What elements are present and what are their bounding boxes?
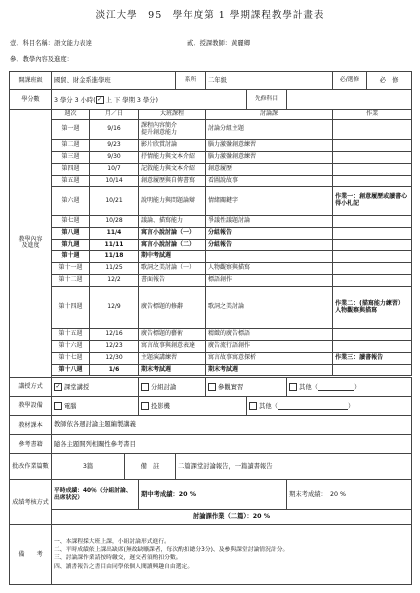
date-cell: 12/2 xyxy=(90,274,139,286)
discussion-cell: 討論分組主題 xyxy=(206,120,333,140)
dept-value: 國貿、財金系進學班 xyxy=(52,72,176,90)
homework-cell xyxy=(333,152,412,164)
date-cell: 1/6 xyxy=(90,364,139,376)
lecture-cell: 影片欣賞討論 xyxy=(139,140,206,152)
week-cell: 第六週 xyxy=(52,187,90,216)
discussion-cell: 歌詞之美討論 xyxy=(206,286,333,329)
lecture-cell: 廣告標題的藝術 xyxy=(139,329,206,341)
homework-cell xyxy=(333,251,412,263)
week-cell: 第十六週 xyxy=(52,341,90,353)
tool-computer: 電腦 xyxy=(52,396,139,415)
grading-row xyxy=(10,480,412,510)
homework-cell: 作業二：(描寫能力練習）人物觀察與描寫 xyxy=(333,286,412,329)
homework-cell xyxy=(333,263,412,275)
hw-note-label: 備 註 xyxy=(125,454,176,480)
date-cell: 10/28 xyxy=(90,216,139,228)
date-cell: 11/25 xyxy=(90,263,139,275)
notes-label: 備 考 xyxy=(10,524,52,584)
homework-cell xyxy=(333,329,412,341)
homework-cell xyxy=(333,239,412,251)
lecture-cell: 課程內容簡介 提升創意能力 xyxy=(139,120,206,140)
visit-option: 參觀實習 xyxy=(206,377,287,396)
lecture-cell: 說明能力與問題論辯 xyxy=(139,187,206,216)
schedule-row xyxy=(10,286,412,329)
credits-row xyxy=(10,90,412,110)
lecture-cell: 期中考試週 xyxy=(139,251,206,263)
notes-list xyxy=(52,524,412,584)
header-lecture: 大班課程 xyxy=(139,110,206,120)
date-cell: 10/14 xyxy=(90,175,139,187)
class-info-row xyxy=(10,72,412,90)
required-label: 必/選修 xyxy=(333,72,367,90)
teach-other-blank xyxy=(318,384,354,391)
computer-checkbox xyxy=(54,402,62,410)
textbook-row xyxy=(10,415,412,434)
discussion-cell: 腦力激盪創意練習 xyxy=(206,140,333,152)
discussion-cell: 情緒關鍵字 xyxy=(206,187,333,216)
projector-checkbox xyxy=(141,402,149,410)
date-cell: 12/16 xyxy=(90,329,139,341)
lecture-cell: 創意履歷與自傳書寫 xyxy=(139,175,206,187)
discussion-cell xyxy=(206,251,333,263)
discussion-cell: 看圖說故事 xyxy=(206,175,333,187)
date-cell: 11/4 xyxy=(90,227,139,239)
course-plan-table xyxy=(9,71,412,585)
week-cell: 第七週 xyxy=(52,216,90,228)
tool-other-checkbox xyxy=(249,402,257,410)
credits-value: 3 學分 3 小時(✓ 上 下 學期 3 學分) xyxy=(52,90,247,110)
prereq-label: 先修科目 xyxy=(247,90,287,110)
teach-other-option: 其他（ ） xyxy=(287,377,412,396)
homework-cell xyxy=(333,140,412,152)
teach-label: 講授方式 xyxy=(10,377,52,396)
discussion-cell: 期末考試週 xyxy=(206,364,333,376)
homework-cell xyxy=(333,274,412,286)
date-cell: 9/30 xyxy=(90,152,139,164)
header-week: 週次 xyxy=(52,110,90,120)
note-item: 四、讀書報告之書目由同學依個人閱讀興趣自由選定。 xyxy=(54,563,194,570)
tool-projector: 投影機 xyxy=(139,396,247,415)
week-cell: 第八週 xyxy=(52,227,90,239)
discussion-cell: 分組報告 xyxy=(206,227,333,239)
note-item: 三、討論課作業請按時繳交，遲交者須酌扣分數。 xyxy=(54,555,182,562)
schedule-row xyxy=(10,175,412,187)
grade-discussion: 討論課作業（二篇）：20 % xyxy=(52,510,412,525)
schedule-row xyxy=(10,341,412,353)
header-discussion: 討論課 xyxy=(206,110,333,120)
textbook-label: 教材課本 xyxy=(10,415,52,434)
discussion-cell: 爭議性議題討論 xyxy=(206,216,333,228)
schedule-header-row xyxy=(10,110,412,120)
section-heading: 參．教學內容及進度： xyxy=(10,56,73,63)
week-cell: 第二週 xyxy=(52,140,90,152)
date-cell: 10/21 xyxy=(90,187,139,216)
lecture-cell: 書面報告 xyxy=(139,274,206,286)
reference-row xyxy=(10,435,412,454)
tool-other-blank xyxy=(278,403,348,410)
week-cell: 第十四週 xyxy=(52,286,90,329)
textbook-value: 教師依各週討論主題編製講義 xyxy=(52,415,412,434)
page-title: 淡江大學 95 學年度第 1 學期課程教學計畫表 xyxy=(95,10,325,21)
reference-value: 隨各主題開列相關性參考書目 xyxy=(52,435,412,454)
lecture-option: ✓ 課堂講授 xyxy=(52,377,139,396)
dept-suffix: 系所 xyxy=(176,72,206,90)
date-cell: 12/9 xyxy=(90,286,139,329)
schedule-row xyxy=(10,263,412,275)
tool-other: 其他（ ） xyxy=(247,396,412,415)
homework-cell xyxy=(333,341,412,353)
date-cell: 9/16 xyxy=(90,120,139,140)
dept-label: 開課班級 xyxy=(10,72,52,90)
week-cell: 第十一週 xyxy=(52,263,90,275)
week-cell: 第十八週 xyxy=(52,364,90,376)
lecture-cell: 廣告標題的修辭 xyxy=(139,286,206,329)
group-option: 分組討論 xyxy=(139,377,206,396)
week-cell: 第五週 xyxy=(52,175,90,187)
grading-discussion-row xyxy=(10,510,412,525)
grade-value: 二年級 xyxy=(206,72,333,90)
lecture-cell: 議論、描寫能力 xyxy=(139,216,206,228)
grade-regular: 平時成績：40％（分組討論、出席狀況） xyxy=(52,480,139,510)
homework-cell xyxy=(333,120,412,140)
homework-cell xyxy=(333,163,412,175)
homework-cell xyxy=(333,227,412,239)
week-cell: 第一週 xyxy=(52,120,90,140)
schedule-row xyxy=(10,140,412,152)
week-cell: 第四週 xyxy=(52,163,90,175)
lecture-cell: 抒情能力與文本介紹 xyxy=(139,152,206,164)
credits-label: 學分數 xyxy=(10,90,52,110)
schedule-row xyxy=(10,163,412,175)
week-cell: 第九週 xyxy=(52,239,90,251)
date-cell: 10/7 xyxy=(90,163,139,175)
lecture-cell: 寓言故事與創意表達 xyxy=(139,341,206,353)
date-cell: 9/23 xyxy=(90,140,139,152)
instructor-name: 貳．授課教師：黃麗卿 xyxy=(187,40,250,47)
date-cell: 12/30 xyxy=(90,352,139,364)
schedule-row xyxy=(10,364,412,376)
schedule-row xyxy=(10,187,412,216)
schedule-row xyxy=(10,152,412,164)
date-cell: 11/11 xyxy=(90,239,139,251)
discussion-cell: 分組報告 xyxy=(206,239,333,251)
week-cell: 第三週 xyxy=(52,152,90,164)
grading-label: 成績考核方式 xyxy=(10,480,52,525)
course-info-line xyxy=(10,40,250,47)
lecture-checkbox: ✓ xyxy=(55,382,61,390)
schedule-row xyxy=(10,352,412,364)
schedule-row xyxy=(10,239,412,251)
schedule-row xyxy=(10,329,412,341)
lecture-cell: 記敘能力與文本介紹 xyxy=(139,163,206,175)
homework-cell xyxy=(333,216,412,228)
discussion-cell: 腦力激盪創意練習 xyxy=(206,152,333,164)
week-cell: 第十七週 xyxy=(52,352,90,364)
required-value: 必 修 xyxy=(367,72,412,90)
homework-cell xyxy=(333,364,412,376)
course-name: 壹．科目名稱：語文能力表達 xyxy=(10,40,92,47)
hw-note-value: 二篇課堂討論報告，一篇讀書報告 xyxy=(176,454,412,480)
header-date: 月／日 xyxy=(90,110,139,120)
week-cell: 第十二週 xyxy=(52,274,90,286)
notes-row xyxy=(10,524,412,584)
teach-other-checkbox xyxy=(289,383,297,391)
grade-final: 期末考成績： 20 % xyxy=(287,480,412,510)
discussion-cell: 寓言故事寓意探析 xyxy=(206,352,333,364)
homework-cell: 作業一：創意履歷或讀書心得小札記 xyxy=(333,187,412,216)
schedule-row xyxy=(10,274,412,286)
week-cell: 第十週 xyxy=(52,251,90,263)
semester-checkbox: ✓ xyxy=(97,95,103,103)
visit-checkbox xyxy=(208,383,216,391)
homework-cell: 作業三：讀書報告 xyxy=(333,352,412,364)
discussion-cell: 精緻的廣告標語 xyxy=(206,329,333,341)
date-cell: 11/18 xyxy=(90,251,139,263)
schedule-row xyxy=(10,120,412,140)
teaching-method-row xyxy=(10,377,412,396)
lecture-cell: 期末考試週 xyxy=(139,364,206,376)
week-cell: 第十五週 xyxy=(52,329,90,341)
equipment-row xyxy=(10,396,412,415)
schedule-row xyxy=(10,227,412,239)
lecture-cell: 主題演講練習 xyxy=(139,352,206,364)
lecture-cell: 寓言小說討論（一） xyxy=(139,227,206,239)
reference-label: 參考書籍 xyxy=(10,435,52,454)
discussion-cell: 標語創作 xyxy=(206,274,333,286)
prereq-value xyxy=(287,90,412,110)
discussion-cell: 廣告流行語創作 xyxy=(206,341,333,353)
hw-count-label: 批改作業篇數 xyxy=(10,454,52,480)
hw-count-value: 3篇 xyxy=(52,454,125,480)
note-item: 一、本課程採大班上課，小組討論形式進行。 xyxy=(54,539,170,546)
schedule-row xyxy=(10,251,412,263)
header-homework: 作業 xyxy=(333,110,412,120)
tools-label: 教學設備 xyxy=(10,396,52,415)
homework-count-row xyxy=(10,454,412,480)
note-item: 二、平時成績依上課出缺席(無故缺曠課者，每次酌扣總分3分)、及參與課堂討論情況計分。 xyxy=(54,547,289,554)
schedule-row xyxy=(10,216,412,228)
homework-cell xyxy=(333,175,412,187)
grade-midterm: 期中考成績：20 % xyxy=(139,480,287,510)
lecture-cell: 寓言小說討論（二） xyxy=(139,239,206,251)
discussion-cell: 創意履歷 xyxy=(206,163,333,175)
group-checkbox xyxy=(141,383,149,391)
schedule-side-label: 教學內容 及進度 xyxy=(10,110,52,377)
date-cell: 12/23 xyxy=(90,341,139,353)
lecture-cell: 歌詞之美討論（一） xyxy=(139,263,206,275)
discussion-cell: 人物觀察與描寫 xyxy=(206,263,333,275)
